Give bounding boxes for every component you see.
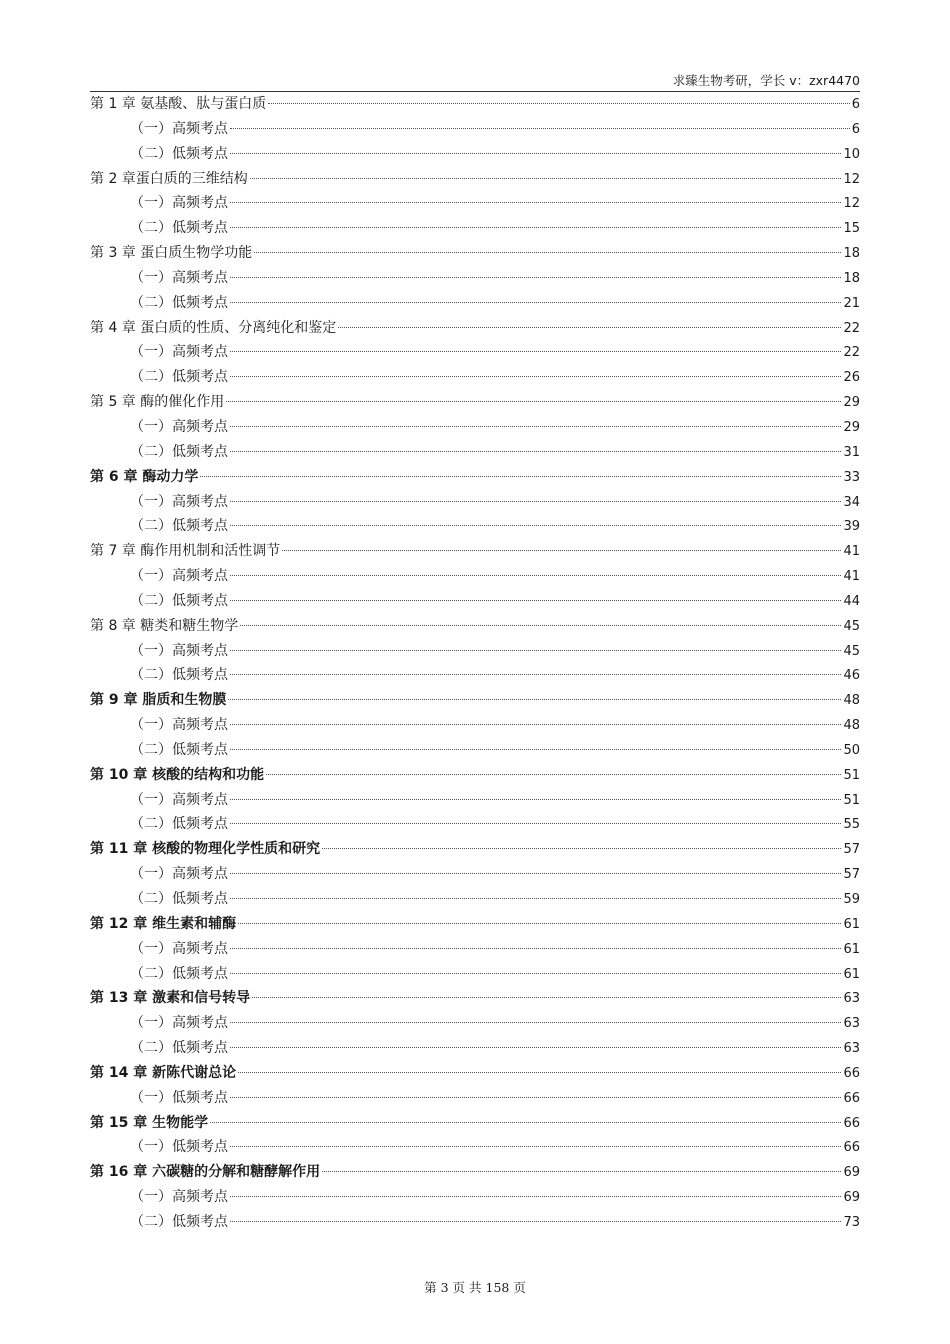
dot-leader xyxy=(268,103,849,104)
toc-entry-page-number: 31 xyxy=(843,444,860,460)
toc-entry-label: 第 13 章 激素和信号转导 xyxy=(90,990,251,1007)
toc-section-entry[interactable] xyxy=(90,266,860,291)
toc-entry-label: （一）高频考点 xyxy=(130,717,228,734)
toc-entry-label: （二）低频考点 xyxy=(130,369,228,386)
toc-chapter-entry[interactable] xyxy=(90,614,860,639)
toc-entry-page-number: 22 xyxy=(843,320,860,336)
toc-section-entry[interactable] xyxy=(90,1036,860,1061)
toc-entry-page-number: 51 xyxy=(843,767,860,783)
toc-section-entry[interactable] xyxy=(90,887,860,912)
toc-entry-page-number: 22 xyxy=(843,345,860,361)
toc-entry-label: （二）低频考点 xyxy=(130,220,228,237)
toc-entry-label: （二）低频考点 xyxy=(130,294,228,311)
toc-chapter-entry[interactable] xyxy=(90,316,860,341)
toc-entry-page-number: 73 xyxy=(843,1214,860,1230)
toc-entry-label: （一）高频考点 xyxy=(130,1015,228,1032)
dot-leader xyxy=(230,202,841,203)
toc-section-entry[interactable] xyxy=(90,514,860,539)
toc-entry-page-number: 66 xyxy=(843,1065,860,1081)
toc-chapter-entry[interactable] xyxy=(90,837,860,862)
dot-leader xyxy=(210,1122,841,1123)
toc-chapter-entry[interactable] xyxy=(90,167,860,192)
toc-entry-page-number: 61 xyxy=(843,916,860,932)
toc-entry-page-number: 61 xyxy=(843,941,860,957)
dot-leader xyxy=(230,724,841,725)
dot-leader xyxy=(230,674,841,675)
toc-entry-label: 第 16 章 六碳糖的分解和糖酵解作用 xyxy=(90,1164,321,1181)
dot-leader xyxy=(226,401,841,402)
dot-leader xyxy=(230,948,841,949)
dot-leader xyxy=(230,1221,841,1222)
dot-leader xyxy=(230,823,841,824)
toc-entry-page-number: 29 xyxy=(843,395,860,411)
footer-prefix: 第 xyxy=(424,1280,437,1295)
toc-section-entry[interactable] xyxy=(90,1086,860,1111)
dot-leader xyxy=(230,650,841,651)
toc-entry-page-number: 33 xyxy=(843,469,860,485)
toc-section-entry[interactable] xyxy=(90,1210,860,1235)
toc-entry-page-number: 18 xyxy=(843,246,860,262)
dot-leader xyxy=(230,501,841,502)
dot-leader xyxy=(230,1146,841,1147)
toc-entry-label: （一）高频考点 xyxy=(130,791,228,808)
toc-entry-label: （一）高频考点 xyxy=(130,344,228,361)
toc-section-entry[interactable] xyxy=(90,788,860,813)
toc-entry-label: 第 7 章 酶作用机制和活性调节 xyxy=(90,543,281,560)
dot-leader xyxy=(230,898,841,899)
toc-entry-page-number: 12 xyxy=(843,171,860,187)
dot-leader xyxy=(230,1097,841,1098)
toc-entry-label: （二）低频考点 xyxy=(130,1213,228,1230)
footer-total-pages: 158 xyxy=(485,1280,510,1295)
toc-entry-page-number: 66 xyxy=(843,1115,860,1131)
toc-entry-page-number: 41 xyxy=(843,569,860,585)
toc-section-entry[interactable] xyxy=(90,415,860,440)
toc-entry-page-number: 18 xyxy=(843,270,860,286)
toc-entry-label: （一）高频考点 xyxy=(130,940,228,957)
toc-chapter-entry[interactable] xyxy=(90,1061,860,1086)
toc-entry-page-number: 12 xyxy=(843,196,860,212)
toc-section-entry[interactable] xyxy=(90,812,860,837)
toc-section-entry[interactable] xyxy=(90,291,860,316)
dot-leader xyxy=(228,699,841,700)
toc-section-entry[interactable] xyxy=(90,564,860,589)
toc-entry-label: 第 8 章 糖类和糖生物学 xyxy=(90,617,239,634)
toc-entry-label: （二）低频考点 xyxy=(130,518,228,535)
toc-entry-page-number: 55 xyxy=(843,817,860,833)
toc-entry-label: （一）高频考点 xyxy=(130,568,228,585)
footer-middle: 页 共 xyxy=(452,1280,482,1295)
dot-leader xyxy=(230,1047,841,1048)
toc-entry-page-number: 15 xyxy=(843,221,860,237)
dot-leader xyxy=(282,550,841,551)
dot-leader xyxy=(238,1072,841,1073)
toc-entry-label: （一）高频考点 xyxy=(130,1189,228,1206)
page-footer xyxy=(0,1278,950,1296)
toc-entry-label: 第 3 章 蛋白质生物学功能 xyxy=(90,245,253,262)
toc-entry-page-number: 51 xyxy=(843,792,860,808)
toc-entry-page-number: 63 xyxy=(843,1016,860,1032)
toc-entry-page-number: 41 xyxy=(843,544,860,560)
toc-entry-page-number: 48 xyxy=(843,718,860,734)
toc-chapter-entry[interactable] xyxy=(90,688,860,713)
toc-section-entry[interactable] xyxy=(90,962,860,987)
dot-leader xyxy=(338,327,841,328)
dot-leader xyxy=(240,625,841,626)
toc-entry-page-number: 10 xyxy=(843,146,860,162)
toc-entry-label: 第 9 章 脂质和生物膜 xyxy=(90,692,227,709)
toc-entry-label: （一）低频考点 xyxy=(130,1089,228,1106)
dot-leader xyxy=(230,128,850,129)
toc-entry-label: 第 5 章 酶的催化作用 xyxy=(90,394,225,411)
toc-entry-label: （一）高频考点 xyxy=(130,269,228,286)
toc-section-entry[interactable] xyxy=(90,191,860,216)
toc-entry-label: 第 11 章 核酸的物理化学性质和研究 xyxy=(90,841,321,858)
toc-entry-page-number: 26 xyxy=(843,370,860,386)
toc-entry-label: 第 10 章 核酸的结构和功能 xyxy=(90,766,265,783)
toc-entry-label: （一）低频考点 xyxy=(130,1139,228,1156)
toc-chapter-entry[interactable] xyxy=(90,986,860,1011)
toc-chapter-entry[interactable] xyxy=(90,1160,860,1185)
footer-suffix: 页 xyxy=(513,1280,526,1295)
toc-entry-label: （一）高频考点 xyxy=(130,195,228,212)
toc-entry-label: 第 2 章蛋白质的三维结构 xyxy=(90,170,248,187)
toc-section-entry[interactable] xyxy=(90,862,860,887)
toc-entry-label: 第 14 章 新陈代谢总论 xyxy=(90,1064,237,1081)
toc-entry-label: 第 4 章 蛋白质的性质、分离纯化和鉴定 xyxy=(90,319,337,336)
dot-leader xyxy=(230,302,841,303)
dot-leader xyxy=(322,848,841,849)
toc-entry-label: （二）低频考点 xyxy=(130,145,228,162)
toc-entry-page-number: 6 xyxy=(851,121,860,137)
toc-section-entry[interactable] xyxy=(90,639,860,664)
toc-chapter-entry[interactable] xyxy=(90,465,860,490)
dot-leader xyxy=(266,774,841,775)
dot-leader xyxy=(230,525,841,526)
toc-chapter-entry[interactable] xyxy=(90,390,860,415)
toc-entry-page-number: 63 xyxy=(843,1041,860,1057)
dot-leader xyxy=(230,1196,841,1197)
toc-section-entry[interactable] xyxy=(90,142,860,167)
dot-leader xyxy=(254,252,841,253)
toc-entry-page-number: 45 xyxy=(843,618,860,634)
toc-entry-label: 第 12 章 维生素和辅酶 xyxy=(90,915,237,932)
dot-leader xyxy=(238,923,841,924)
toc-entry-page-number: 69 xyxy=(843,1165,860,1181)
dot-leader xyxy=(230,153,841,154)
dot-leader xyxy=(200,476,841,477)
toc-entry-label: （二）低频考点 xyxy=(130,667,228,684)
toc-entry-label: （二）低频考点 xyxy=(130,965,228,982)
toc-entry-page-number: 6 xyxy=(851,97,860,112)
toc-chapter-entry[interactable] xyxy=(90,539,860,564)
dot-leader xyxy=(230,799,841,800)
toc-section-entry[interactable] xyxy=(90,490,860,515)
toc-entry-label: （一）高频考点 xyxy=(130,642,228,659)
toc-chapter-entry[interactable] xyxy=(90,763,860,788)
toc-entry-label: （一）高频考点 xyxy=(130,866,228,883)
dot-leader xyxy=(322,1171,841,1172)
toc-entry-label: （二）低频考点 xyxy=(130,891,228,907)
toc-entry-page-number: 57 xyxy=(843,842,860,858)
dot-leader xyxy=(230,227,841,228)
dot-leader xyxy=(230,277,841,278)
toc-section-entry[interactable] xyxy=(90,1011,860,1036)
toc-entry-label: （二）低频考点 xyxy=(130,741,228,758)
toc-entry-page-number: 59 xyxy=(843,892,860,907)
header-text: 求臻生物考研，学长 v：zxr4470 xyxy=(672,73,860,88)
toc-chapter-entry[interactable] xyxy=(90,92,860,117)
toc-entry-page-number: 34 xyxy=(843,494,860,510)
toc-entry-label: （二）低频考点 xyxy=(130,1040,228,1057)
toc-section-entry[interactable] xyxy=(90,663,860,688)
toc-chapter-entry[interactable] xyxy=(90,1111,860,1136)
toc-section-entry[interactable] xyxy=(90,738,860,763)
dot-leader xyxy=(230,1022,841,1023)
dot-leader xyxy=(252,997,841,998)
dot-leader xyxy=(230,600,841,601)
toc-section-entry[interactable] xyxy=(90,713,860,738)
toc-entry-page-number: 21 xyxy=(843,295,860,311)
toc-entry-page-number: 46 xyxy=(843,668,860,684)
toc-entry-page-number: 48 xyxy=(843,693,860,709)
toc-entry-label: （一）高频考点 xyxy=(130,418,228,435)
toc-entry-page-number: 63 xyxy=(843,991,860,1007)
dot-leader xyxy=(230,575,841,576)
toc-chapter-entry[interactable] xyxy=(90,241,860,266)
toc-entry-page-number: 45 xyxy=(843,643,860,659)
toc-entry-label: （二）低频考点 xyxy=(130,816,228,833)
toc-section-entry[interactable] xyxy=(90,937,860,962)
toc-entry-page-number: 50 xyxy=(843,742,860,758)
toc-section-entry[interactable] xyxy=(90,1135,860,1160)
dot-leader xyxy=(230,351,841,352)
dot-leader xyxy=(230,973,841,974)
toc-section-entry[interactable] xyxy=(90,589,860,614)
toc-entry-page-number: 69 xyxy=(843,1190,860,1206)
toc-entry-page-number: 66 xyxy=(843,1090,860,1106)
toc-entry-label: 第 1 章 氨基酸、肽与蛋白质 xyxy=(90,96,267,112)
dot-leader xyxy=(230,873,841,874)
toc-entry-label: （一）高频考点 xyxy=(130,493,228,510)
toc-entry-page-number: 57 xyxy=(843,867,860,883)
page-header xyxy=(90,70,860,92)
dot-leader xyxy=(230,426,841,427)
toc-section-entry[interactable] xyxy=(90,440,860,465)
toc-entry-label: 第 15 章 生物能学 xyxy=(90,1114,209,1131)
toc-section-entry[interactable] xyxy=(90,340,860,365)
toc-section-entry[interactable] xyxy=(90,365,860,390)
toc-entry-page-number: 39 xyxy=(843,519,860,535)
toc-section-entry[interactable] xyxy=(90,216,860,241)
table-of-contents xyxy=(90,92,860,1235)
toc-entry-page-number: 66 xyxy=(843,1140,860,1156)
toc-section-entry[interactable] xyxy=(90,1185,860,1210)
toc-entry-page-number: 61 xyxy=(843,966,860,982)
dot-leader xyxy=(230,749,841,750)
footer-current-page: 3 xyxy=(440,1280,449,1295)
dot-leader xyxy=(230,376,841,377)
toc-section-entry[interactable] xyxy=(90,117,860,142)
toc-entry-page-number: 29 xyxy=(843,419,860,435)
toc-entry-page-number: 44 xyxy=(843,593,860,609)
toc-entry-label: 第 6 章 酶动力学 xyxy=(90,468,199,485)
dot-leader xyxy=(250,178,842,179)
dot-leader xyxy=(230,451,841,452)
toc-entry-label: （一）高频考点 xyxy=(130,120,228,137)
toc-chapter-entry[interactable] xyxy=(90,912,860,937)
toc-entry-label: （二）低频考点 xyxy=(130,592,228,609)
toc-entry-label: （二）低频考点 xyxy=(130,443,228,460)
